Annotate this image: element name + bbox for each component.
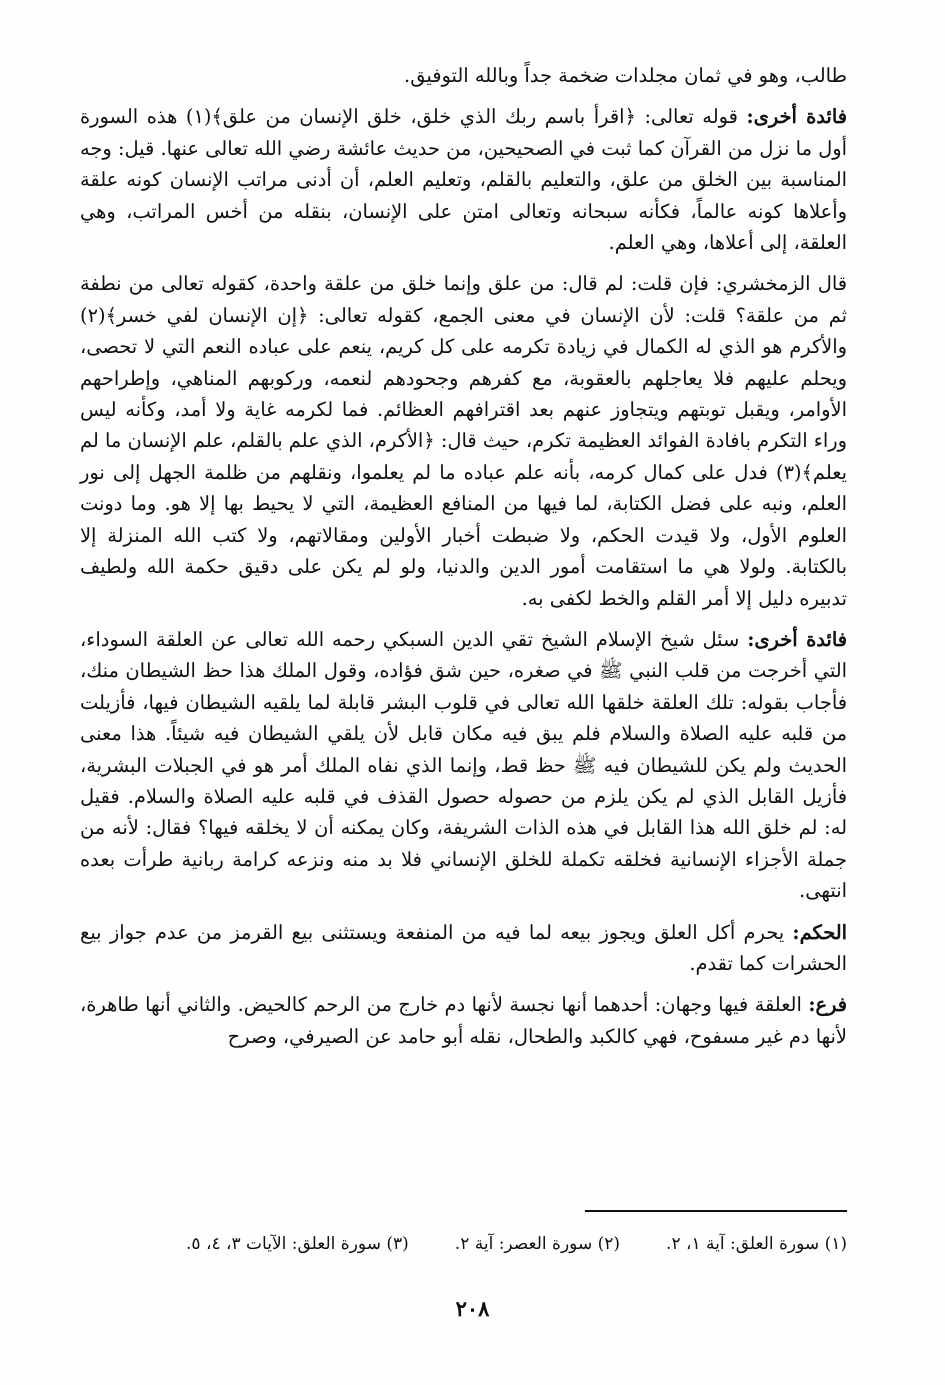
- paragraph-text: قال الزمخشري: فإن قلت: لم قال: من علق وإنما خلق من علقة واحدة، كقوله تعالى من نطفة ثم من علقة؟ قلت: لأن الإنسان في معنى الجمع، كقوله تعالى: ﴿إن الإنسان لفي خسر﴾(٢) والأكرم هو الذي له الكمال في زيادة تكرمه على كل كريم، ينعم على عباده النعم التي لا تحصى، ويحلم عليهم فلا يعاجلهم بالعقوبة، مع كفرهم وجحودهم لنعمه، وركوبهم المناهي، وإطراحهم الأوامر، ويقبل توبتهم ويتجاوز عنهم بعد اقترافهم العظائم. فما لكرمه غاية ولا أمد، وكأنه ليس وراء التكرم بافادة الفوائد العظيمة تكرم، حيث قال: ﴿الأكرم، الذي علم بالقلم، علم الإنسان ما لم يعلم﴾(٣) فدل على كمال كرمه، بأنه علم عباده ما لم يعلموا، ونقلهم من ظلمة الجهل إلى نور العلم، ونبه على فضل الكتابة، لما فيها من المنافع العظيمة، التي لا يحيط بها إلا هو. وما دونت العلوم الأول، ولا قيدت الحكم، ولا ضبطت أخبار الأولين ومقالاتهم، ولا كتب الله المنزلة إلا بالكتابة. ولولا هي ما استقامت أمور الدين والدنيا، ولو لم يكن على دقيق حكمة الله ولطيف تدبيره دليل إلا أمر القلم والخط لكفى به.: [80, 272, 847, 610]
- paragraph-intro: [80, 60, 847, 91]
- footnote-1: (١) سورة العلق: آية ١، ٢.: [666, 1234, 847, 1254]
- paragraph-zamakhshari: [80, 268, 847, 613]
- footnotes: [80, 1232, 847, 1256]
- paragraph-lead: فرع:: [808, 993, 848, 1017]
- paragraph-text: سئل شيخ الإسلام الشيخ تقي الدين السبكي رحمه الله تعالى عن العلقة السوداء، التي أخرجت من قلب النبي ﷺ في صغره، حين شق فؤاده، وقول الملك هذا حظ الشيطان منك، فأجاب بقوله: تلك العلقة خلقها الله تعالى في قلوب البشر قابلة لما يلقيه الشيطان فيها، فأزيلت من قلبه عليه الصلاة والسلام فلم يبق فيه مكان قابل لأن يلقي الشيطان فيه شيئاً. هذا معنى الحديث ولم يكن للشيطان فيه ﷺ حظ قط، وإنما الذي نفاه الملك أمر هو في الجبلات البشرية، فأزيل القابل الذي لم يكن يلزم من حصوله حصول القذف في قلبه عليه الصلاة والسلام. فقيل له: لم خلق الله هذا القابل في هذه الذات الشريفة، وكان يمكنه أن لا يخلقه فيها؟ فقال: لأنه من جملة الأجزاء الإنسانية فخلقه تكملة للخلق الإنساني فلا بد منه ونزعه كرامة ربانية طرأت بعده انتهى.: [80, 627, 847, 903]
- page-number: ٢٠٨: [455, 1296, 490, 1321]
- paragraph-text: قوله تعالى: ﴿اقرأ باسم ربك الذي خلق، خلق الإنسان من علق﴾(١) هذه السورة أول ما نزل من القرآن كما ثبت في الصحيحين، من حديث عائشة رضي الله تعالى عنها. قيل: وجه المناسبة بين الخلق من علق، والتعليم بالقلم، وتعليم العلم، أن أدنى مراتب الإنسان كونه علقة وأعلاها كونه عالماً، فكأنه سبحانه وتعالى امتن على الإنسان، بنقله من أخس المراتب، وهي العلقة، إلى أعلاها، وهي العلم.: [80, 105, 847, 255]
- footnote-3: (٣) سورة العلق: الآيات ٣، ٤، ٥.: [186, 1234, 409, 1254]
- paragraph-lead: فائدة أخرى:: [746, 105, 847, 129]
- paragraph-benefit-2: [80, 624, 847, 907]
- paragraph-lead: فائدة أخرى:: [747, 627, 848, 651]
- paragraph-benefit-1: [80, 101, 847, 258]
- footnote-divider: [585, 1210, 847, 1212]
- paragraph-text: يحرم أكل العلق ويجوز بيعه لما فيه من المنفعة ويستثنى بيع القرمز من عدم جواز بيع الحشرات كما تقدم.: [80, 920, 847, 975]
- footnote-2: (٢) سورة العصر: آية ٢.: [454, 1234, 621, 1254]
- paragraph-lead: الحكم:: [792, 920, 848, 944]
- paragraph-text: طالب، وهو في ثمان مجلدات ضخمة جداً وبالله التوفيق.: [404, 64, 847, 87]
- paragraph-text: العلقة فيها وجهان: أحدهما أنها نجسة لأنها دم خارج من الرحم كالحيض. والثاني أنها طاهرة، لأنها دم غير مسفوح، فهي كالكبد والطحال، نقله أبو حامد عن الصيرفي، وصرح: [80, 993, 847, 1048]
- paragraph-ruling: [80, 917, 847, 980]
- paragraph-branch: [80, 989, 847, 1052]
